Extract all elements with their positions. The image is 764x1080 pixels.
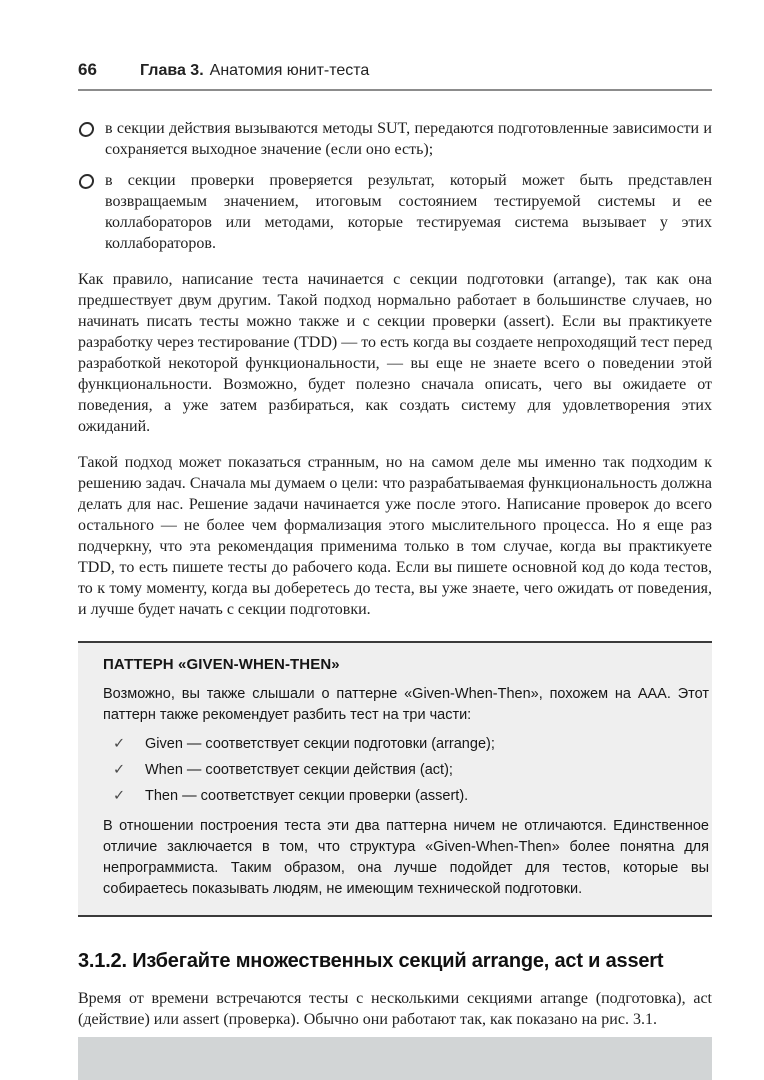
bullet-text: в секции проверки проверяется результат, который может быть представлен возвращаемым значением, итоговым состоянием тестируемой системы и ее коллабораторов или методами, которые тестируемая система вызывает у этих коллабораторов. (105, 172, 712, 252)
chapter-label: Глава 3. (140, 62, 204, 79)
list-item (113, 760, 709, 781)
list-item (113, 734, 709, 755)
section-heading: 3.1.2. Избегайте множественных секций arrange, act и assert (78, 950, 664, 972)
body-paragraph: Как правило, написание теста начинается с секции подготовки (arrange), так как она предшествует двум другим. Такой подход нормально работает в большинстве случаев, но начинать писать тесты можно также и с секции проверки (assert). Если вы практикуете разработку через тестирование (TDD) — то есть когда вы создаете непроходящий тест перед разработкой некоторой функциональности, — вы еще не знаете всего о поведении этой функциональности. Возможно, будет полезно сначала описать, чего вы ожидаете от поведения, а уже затем разбираться, как создать систему для удовлетворения этих ожиданий. (78, 271, 712, 435)
pattern-sidebar-box (78, 641, 712, 917)
chapter-title: Анатомия юнит-теста (209, 62, 370, 79)
sidebar-intro: Возможно, вы также слышали о паттерне «Given-When-Then», похожем на AAA. Этот паттерн также рекомендует разбить тест на три части: (103, 686, 709, 723)
list-item (78, 118, 712, 160)
circle-bullet-icon (78, 174, 95, 189)
checkmark-icon: ✓ (113, 788, 126, 804)
check-item-text: When — соответствует секции действия (act); (145, 762, 453, 778)
check-item-text: Given — соответствует секции подготовки (arrange); (145, 736, 495, 752)
list-item (113, 786, 709, 807)
checkmark-icon: ✓ (113, 736, 126, 752)
check-list (103, 734, 709, 807)
bullet-list (78, 118, 712, 254)
page-number: 66 (78, 60, 97, 79)
check-item-text: Then — соответствует секции проверки (assert). (145, 788, 469, 804)
body-paragraph: Время от времени встречаются тесты с несколькими секциями arrange (подготовка), act (действие) или assert (проверка). Обычно они работают так, как показано на рис. 3.1. (78, 990, 712, 1028)
bullet-text: в секции действия вызываются методы SUT, передаются подготовленные зависимости и сохраняется выходное значение (если оно есть); (105, 120, 712, 158)
figure-top-edge (78, 1037, 712, 1080)
body-paragraph: Такой подход может показаться странным, но на самом деле мы именно так подходим к решению задач. Сначала мы думаем о цели: что разрабатываемая функциональность должна делать для нас. Решение задачи начинается уже после этого. Написание проверок до всего остального — не более чем формализация этого мыслительного процесса. Но я еще раз подчеркну, что эта рекомендация применима только в том случае, когда вы практикуете TDD, то есть пишете тесты до рабочего кода. Если вы пишете основной код до кода тестов, то к тому моменту, когда вы доберетесь до теста, вы уже знаете, чего ожидать от поведения, и лучше будет начать с секции подготовки. (78, 454, 712, 618)
running-header (78, 60, 712, 91)
list-item (78, 170, 712, 254)
circle-bullet-icon (78, 122, 95, 137)
sidebar-outro: В отношении построения теста эти два паттерна ничем не отличаются. Единственное отличие заключается в том, что структура «Given-When-Then» более понятна для непрограммиста. Таким образом, она лучше подойдет для тестов, которые вы собираетесь показывать людям, не имеющим технической подготовки. (103, 818, 709, 897)
checkmark-icon: ✓ (113, 762, 126, 778)
sidebar-title: ПАТТЕРН «GIVEN-WHEN-THEN» (103, 656, 340, 673)
